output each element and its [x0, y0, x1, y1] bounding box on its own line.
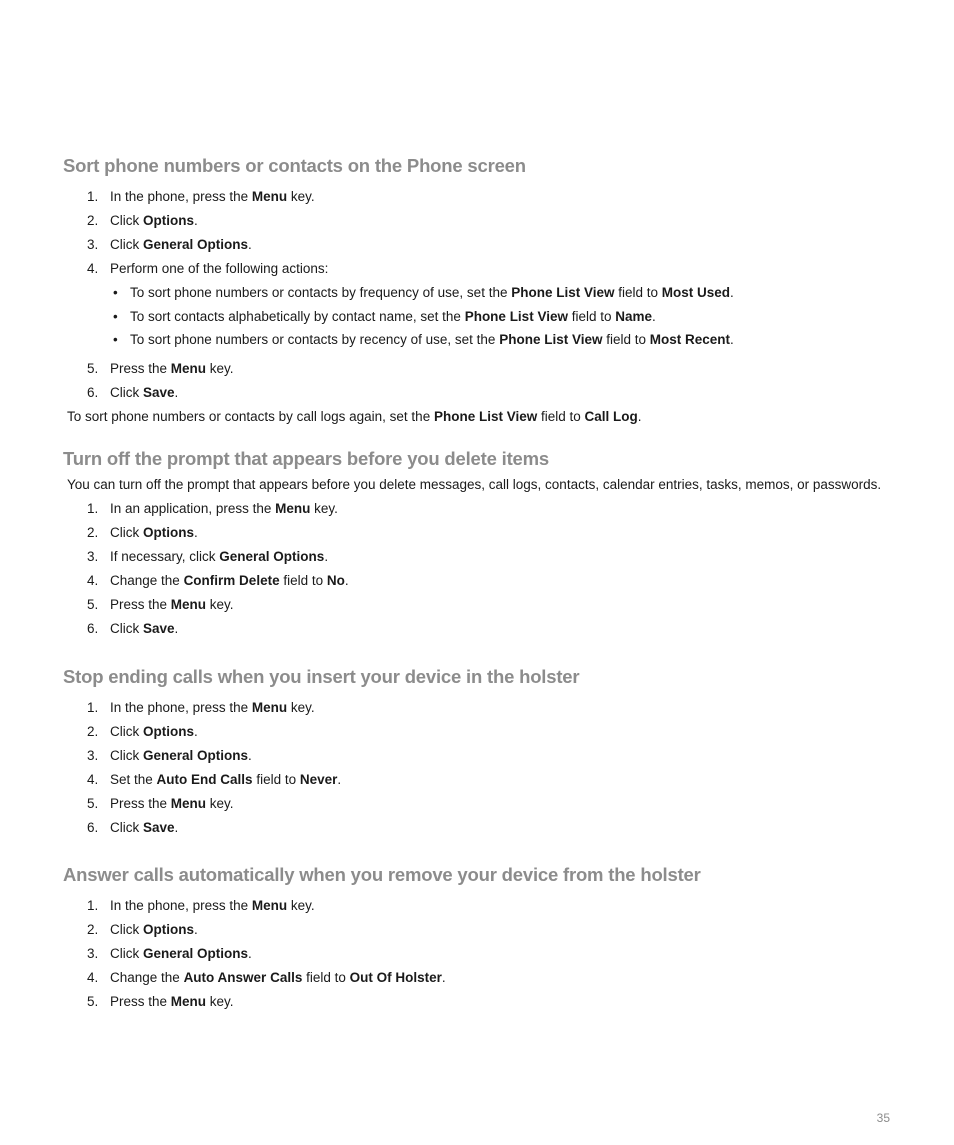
- note-ui-term: Call Log: [584, 408, 638, 424]
- step-text: Click: [110, 384, 143, 400]
- step-text: .: [194, 922, 198, 937]
- step-ui-term: Confirm Delete: [183, 573, 280, 588]
- step-number: 2.: [87, 922, 99, 937]
- step-number: 5.: [87, 796, 99, 811]
- note-text: field to: [537, 408, 585, 424]
- step-ui-term: Options: [143, 922, 194, 937]
- step-number: 6.: [87, 621, 99, 636]
- step-item: [63, 918, 923, 942]
- bullet-item: [110, 281, 923, 305]
- step-item: [63, 257, 923, 352]
- step-text: In an application, press the: [110, 501, 276, 516]
- bullet-text: .: [730, 285, 734, 300]
- action-options-list: [110, 281, 923, 352]
- bullet-icon: •: [113, 308, 118, 324]
- trailing-note: [63, 405, 923, 429]
- section-answer-calls-automatically: [63, 864, 923, 1014]
- step-text: .: [174, 384, 179, 400]
- bullet-item: [110, 328, 923, 352]
- section-heading: Answer calls automatically when you remove your device from the holster: [63, 864, 701, 885]
- step-ui-term: Auto End Calls: [156, 772, 253, 787]
- steps-list: [63, 185, 923, 405]
- section-heading: Stop ending calls when you insert your device in the holster: [63, 666, 580, 687]
- step-item: [63, 744, 923, 768]
- step-number: 4.: [87, 772, 99, 787]
- steps-list: [63, 894, 923, 1014]
- step-number: 1.: [87, 898, 99, 913]
- section-turn-off-delete-prompt: [63, 448, 923, 641]
- step-number: 6.: [87, 820, 99, 835]
- bullet-icon: •: [113, 285, 118, 300]
- step-ui-term: Menu: [251, 898, 288, 913]
- step-item: [63, 545, 923, 569]
- step-text: field to: [252, 772, 300, 787]
- bullet-ui-term: Most Recent: [649, 332, 731, 347]
- step-ui-term: Menu: [170, 796, 207, 811]
- step-text: Click: [110, 946, 143, 961]
- step-ui-term: Never: [299, 772, 338, 787]
- note-text: To sort phone numbers or contacts by call logs again, set the: [67, 408, 434, 424]
- step-ui-term: Menu: [251, 700, 288, 715]
- step-number: 2.: [87, 724, 99, 739]
- bullet-text: To sort contacts alphabetically by contact name, set the: [130, 308, 465, 324]
- page-number: 35: [876, 1111, 890, 1125]
- step-text: .: [248, 946, 252, 961]
- step-ui-term: Menu: [275, 501, 311, 516]
- step-text: .: [248, 748, 252, 763]
- step-item: [63, 768, 923, 792]
- step-number: 6.: [87, 384, 99, 400]
- section-stop-ending-calls: [63, 666, 923, 840]
- step-number: 3.: [87, 549, 99, 564]
- step-text: .: [174, 621, 179, 636]
- step-number: 1.: [87, 189, 99, 204]
- step-item: [63, 357, 923, 381]
- step-ui-term: Menu: [251, 189, 288, 204]
- step-number: 2.: [87, 525, 99, 540]
- step-text: In the phone, press the: [110, 898, 252, 913]
- step-ui-term: General Options: [143, 946, 249, 961]
- step-number: 3.: [87, 946, 99, 961]
- step-item: [63, 617, 923, 641]
- step-number: 1.: [87, 700, 99, 715]
- step-ui-term: Out Of Holster: [349, 970, 442, 985]
- step-text: Press the: [110, 796, 171, 811]
- bullet-ui-term: Name: [615, 308, 653, 324]
- step-ui-term: Menu: [170, 360, 207, 376]
- step-ui-term: Options: [143, 724, 194, 739]
- step-text: Click: [110, 621, 143, 636]
- step-text: key.: [287, 700, 315, 715]
- step-item: [63, 233, 923, 257]
- bullet-icon: •: [113, 332, 118, 347]
- step-number: 4.: [87, 970, 99, 985]
- step-text: Click: [110, 724, 143, 739]
- step-text: key.: [206, 360, 234, 376]
- bullet-text: field to: [567, 308, 616, 324]
- step-text: Click: [110, 237, 143, 252]
- step-text: key.: [287, 898, 315, 913]
- step-text: key.: [310, 501, 338, 516]
- step-item: [63, 209, 923, 233]
- step-text: Press the: [110, 597, 171, 612]
- step-item: [63, 185, 923, 209]
- step-number: 4.: [87, 573, 99, 588]
- step-ui-term: No: [326, 573, 345, 588]
- step-item: [63, 990, 923, 1014]
- bullet-text: .: [652, 308, 656, 324]
- step-text: Click: [110, 213, 143, 228]
- step-text: Click: [110, 748, 143, 763]
- step-ui-term: Menu: [170, 994, 207, 1009]
- step-item: [63, 894, 923, 918]
- step-text: Change the: [110, 970, 184, 985]
- step-ui-term: Save: [143, 621, 175, 636]
- step-item: [63, 593, 923, 617]
- step-item: [63, 792, 923, 816]
- step-text: .: [174, 820, 179, 835]
- step-ui-term: Menu: [170, 597, 207, 612]
- step-text: .: [324, 549, 329, 564]
- step-text: Press the: [110, 994, 171, 1009]
- step-text: field to: [279, 573, 327, 588]
- step-text: .: [194, 213, 198, 228]
- step-text: .: [337, 772, 342, 787]
- section-heading: Turn off the prompt that appears before you delete items: [63, 448, 549, 469]
- step-text: key.: [287, 189, 315, 204]
- steps-list: [63, 696, 923, 840]
- step-number: 3.: [87, 237, 99, 252]
- step-number: 5.: [87, 360, 99, 376]
- step-text: In the phone, press the: [110, 189, 252, 204]
- step-ui-term: Auto Answer Calls: [183, 970, 303, 985]
- bullet-text: .: [730, 332, 734, 347]
- step-number: 2.: [87, 213, 99, 228]
- bullet-text: field to: [614, 285, 662, 300]
- note-text: .: [637, 408, 642, 424]
- step-text: .: [194, 724, 198, 739]
- step-item: [63, 569, 923, 593]
- step-text: Perform one of the following actions:: [110, 261, 329, 276]
- section-sort-phone-numbers: [63, 155, 923, 429]
- step-text: key.: [206, 597, 234, 612]
- step-text: key.: [206, 994, 234, 1009]
- bullet-text: field to: [602, 332, 650, 347]
- bullet-ui-term: Phone List View: [464, 308, 568, 324]
- step-text: In the phone, press the: [110, 700, 252, 715]
- step-ui-term: Save: [143, 820, 175, 835]
- bullet-text: To sort phone numbers or contacts by frequency of use, set the: [130, 285, 512, 300]
- step-text: key.: [206, 796, 234, 811]
- section-heading: Sort phone numbers or contacts on the Phone screen: [63, 155, 526, 176]
- bullet-ui-term: Most Used: [661, 285, 731, 300]
- step-item: [63, 966, 923, 990]
- step-text: .: [441, 970, 446, 985]
- step-ui-term: General Options: [143, 237, 249, 252]
- step-number: 5.: [87, 994, 99, 1009]
- step-text: field to: [302, 970, 350, 985]
- step-text: Press the: [110, 360, 171, 376]
- step-text: Click: [110, 922, 143, 937]
- bullet-ui-term: Phone List View: [499, 332, 603, 347]
- step-text: Click: [110, 525, 143, 540]
- step-ui-term: General Options: [143, 748, 249, 763]
- note-ui-term: Phone List View: [433, 408, 538, 424]
- step-ui-term: Options: [143, 213, 194, 228]
- step-ui-term: Options: [143, 525, 194, 540]
- step-text: Set the: [110, 772, 157, 787]
- step-item: [63, 381, 923, 405]
- step-number: 5.: [87, 597, 99, 612]
- section-intro: You can turn off the prompt that appears before you delete messages, call logs, contacts, calendar entries, tasks, memos, or passwords.: [67, 477, 882, 492]
- step-text: .: [344, 573, 349, 588]
- step-item: [63, 521, 923, 545]
- bullet-item: [110, 305, 923, 329]
- step-number: 4.: [87, 261, 99, 276]
- step-text: If necessary, click: [110, 549, 220, 564]
- step-item: [63, 816, 923, 840]
- step-text: Change the: [110, 573, 184, 588]
- step-item: [63, 942, 923, 966]
- steps-list: [63, 497, 923, 641]
- step-text: .: [194, 525, 198, 540]
- step-text: .: [248, 237, 252, 252]
- step-text: Click: [110, 820, 143, 835]
- bullet-ui-term: Phone List View: [511, 285, 615, 300]
- step-ui-term: Save: [143, 384, 175, 400]
- step-item: [63, 720, 923, 744]
- step-item: [63, 696, 923, 720]
- step-number: 3.: [87, 748, 99, 763]
- step-ui-term: General Options: [219, 549, 325, 564]
- bullet-text: To sort phone numbers or contacts by recency of use, set the: [130, 332, 500, 347]
- step-item: [63, 497, 923, 521]
- step-number: 1.: [87, 501, 99, 516]
